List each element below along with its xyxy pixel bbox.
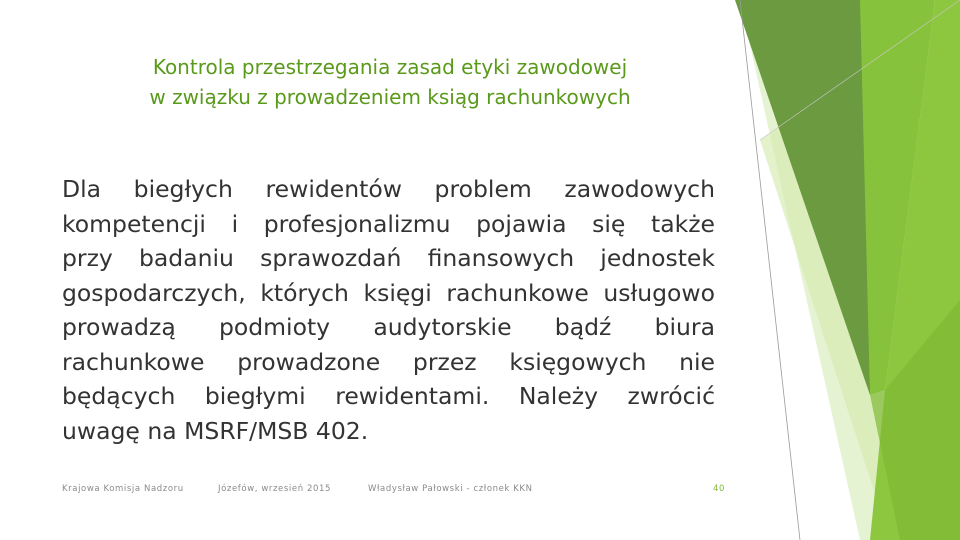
slide-title	[120, 52, 660, 112]
title-line: w związku z prowadzeniem ksiąg rachunkowych	[149, 85, 631, 109]
page-number: 40	[713, 484, 726, 494]
body-line: gospodarczych, których księgi rachunkowe usługowo	[62, 278, 715, 307]
footer-author: Władysław Pałowski - członek KKN	[368, 484, 533, 494]
body-line: rachunkowe prowadzone przez księgowych nie	[62, 347, 715, 376]
body-line: uwagę na MSRF/MSB 402.	[62, 416, 369, 445]
body-line: będących biegłymi rewidentami. Należy zwrócić	[62, 382, 715, 410]
footer-organization: Krajowa Komisja Nadzoru	[62, 484, 184, 494]
dark-green-band	[735, 0, 870, 395]
body-line: kompetencji i profesjonalizmu pojawia się także	[62, 209, 715, 238]
slide-body	[62, 172, 715, 448]
body-line: prowadzą podmioty audytorskie bądź biura	[62, 313, 715, 341]
body-line: Dla biegłych rewidentów problem zawodowych	[62, 175, 715, 203]
footer-place-date: Józefów, wrzesień 2015	[218, 484, 332, 494]
body-line: przy badaniu sprawozdań finansowych jednostek	[62, 244, 715, 272]
title-line: Kontrola przestrzegania zasad etyki zawodowej	[152, 55, 628, 79]
